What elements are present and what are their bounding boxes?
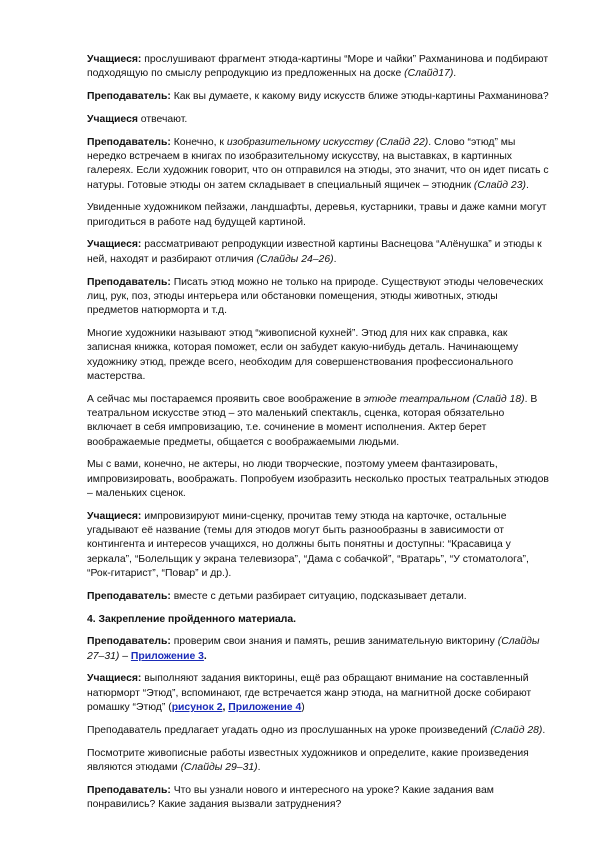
paragraph-text: Что вы узнали нового и интересного на уроке? Какие задания вам понравились? Какие задания вызвали затруднения? [87,784,494,810]
paragraph-students-listen [87,53,552,82]
paragraph-students-mini-scene [87,510,552,581]
appendix-3-link[interactable]: Приложение 3 [130,650,204,662]
slide-reference: (Слайды 27–31) [87,636,540,662]
speaker-label: Учащиеся: [87,54,142,65]
paragraph-teacher-etude-types [87,276,552,319]
paragraph-text: Как вы думаете, к какому виду искусств ближе этюды-картины Рахманинова? [170,91,549,103]
paragraph-paintings [87,747,552,776]
paragraph-teacher-question [87,90,552,104]
paragraph-text: Мы с вами, конечно, не актеры, но люди творческие, поэтому умеем фантазировать, импровизировать, воображать. Попробуем изобразить несколько простых театральных этюдов – маленьких сценок. [87,459,549,499]
paragraph-text: вместе с детьми разбирает ситуацию, подсказывает детали. [170,590,467,602]
slide-reference: (Слайд 23) [473,179,526,191]
speaker-label: Учащиеся: [87,239,142,251]
paragraph-text: прослушивают фрагмент этюда-картины “Море и чайки” Рахманинова и подбирают подходящую по смыслу репродукцию из предложенных на доске [87,54,549,80]
paragraph-text: . [257,761,261,773]
paragraph-guess-piece [87,724,552,738]
slide-reference: (Слайд17) [404,68,454,80]
paragraph-theatre-etude [87,393,552,450]
paragraph-teacher-details [87,590,552,604]
emphasis-text: этюде театральном (Слайд 18) [363,393,525,405]
paragraph-teacher-quiz [87,635,552,664]
slide-reference: (Слайды 29–31) [180,761,258,773]
paragraph-text: Посмотрите живописные работы известных художников и определите, какие произведения являются этюдами [87,747,529,773]
speaker-label: Учащиеся: [87,510,142,522]
paragraph-text: . [333,253,337,265]
speaker-label: Преподаватель: [87,276,171,288]
emphasis-text: изобразительному искусству (Слайд 22) [226,136,429,148]
paragraph-text: Многие художники называют этюд “живописной кухней”. Этюд для них как справка, как записная книжка, которая поможет, если он забудет какую-нибудь деталь. Начинающему художнику этюд, прежде всего, необходим для совершенствования профессионального мастерства. [87,327,519,382]
paragraph-students-vasnetsov [87,238,552,267]
slide-reference: (Слайды 24–26) [256,253,334,265]
speaker-label: Преподаватель: [87,590,171,602]
figure-2-link[interactable]: рисунок 2 [171,701,223,713]
paragraph-text: Конечно, к [170,136,227,148]
paragraph-text: Увиденные художником пейзажи, ландшафты, деревья, кустарники, травы и даже камни могут пригодиться в работе над будущей картиной. [87,202,547,228]
paragraph-text: . [525,179,529,191]
paragraph-text: рассматривают репродукции известной картины Васнецова “Алёнушка” и этюды к ней, находят и разбирают отличия [87,239,542,265]
paragraph-text: . В театральном искусстве этюд – это маленький спектакль, сценка, которая обязательно включает в себя импровизацию, т.е. сочинение в момент исполнения. Актер берет воображаемые предметы, общается с воображаемыми людьми. [87,393,538,448]
speaker-label: Преподаватель: [87,91,171,103]
paragraph-text: Преподаватель предлагает угадать одно из прослушанных на уроке произведений [87,724,491,736]
appendix-4-link[interactable]: Приложение 4 [228,701,302,713]
paragraph-text: отвечают. [137,113,188,125]
speaker-label: Учащиеся [87,113,138,125]
paragraph-students-answer [87,113,552,127]
paragraph-text: , [222,701,229,713]
speaker-label: Преподаватель: [87,784,171,796]
slide-reference: (Слайд 28) [490,724,543,736]
paragraph-text: – [119,650,131,662]
speaker-label: Преподаватель: [87,136,171,148]
paragraph-text: А сейчас мы постараемся проявить свое воображение в [87,393,364,405]
paragraph-teacher-etude-definition [87,136,552,193]
paragraph-text: ) [301,701,305,713]
speaker-label: Преподаватель: [87,636,171,648]
paragraph-painting-kitchen [87,327,552,384]
paragraph-students-quiz [87,672,552,715]
paragraph-text: . Слово “этюд” мы нередко встречаем в книгах по изобразительному искусству, на выставках, в картинных галереях. Если художник говорит, что он отправился на этюды, это значит, что он идет писать с натуры. Готовые этюды он затем складывает в специальный ящичек – этюдник [87,136,549,191]
paragraph-text: импровизируют мини-сценку, прочитав тему этюда на карточке, остальные угадывают её название (темы для этюдов могут быть разнообразны в зависимости от контингента и интересов учащихся, но должны быть понятны и доступны: “Красавица у зеркала”, “Болельщик у экрана телевизора”, “Дама с собачкой”, “Вратарь”, “У стоматолога”, “Рок-гитарист”, “Повар” и др.). [87,510,529,579]
paragraph-text: проверим свои знания и память, решив занимательную викторину [170,636,498,648]
speaker-label: Учащиеся: [87,673,142,685]
paragraph-text: . [542,724,546,736]
paragraph-improvise [87,458,552,501]
paragraph-text: выполняют задания викторины, ещё раз обращают внимание на составленный натюрморт “Этюд”, вспоминают, где встречается жанр этюда, на магнитной доске собирают ромашку “Этюд” ( [87,673,532,713]
document-page [87,53,552,821]
paragraph-text: . [203,650,207,662]
paragraph-text: Писать этюд можно не только на природе. Существуют этюды человеческих лиц, рук, поз, этюды интерьера или обстановки помещения, этюды животных, этюды предметов натюрморта и т.д. [87,276,544,317]
paragraph-teacher-reflection [87,784,552,813]
paragraph-text: . [453,68,457,80]
paragraph-landscapes [87,201,552,230]
section-heading: 4. Закрепление пройденного материала. [87,613,297,625]
